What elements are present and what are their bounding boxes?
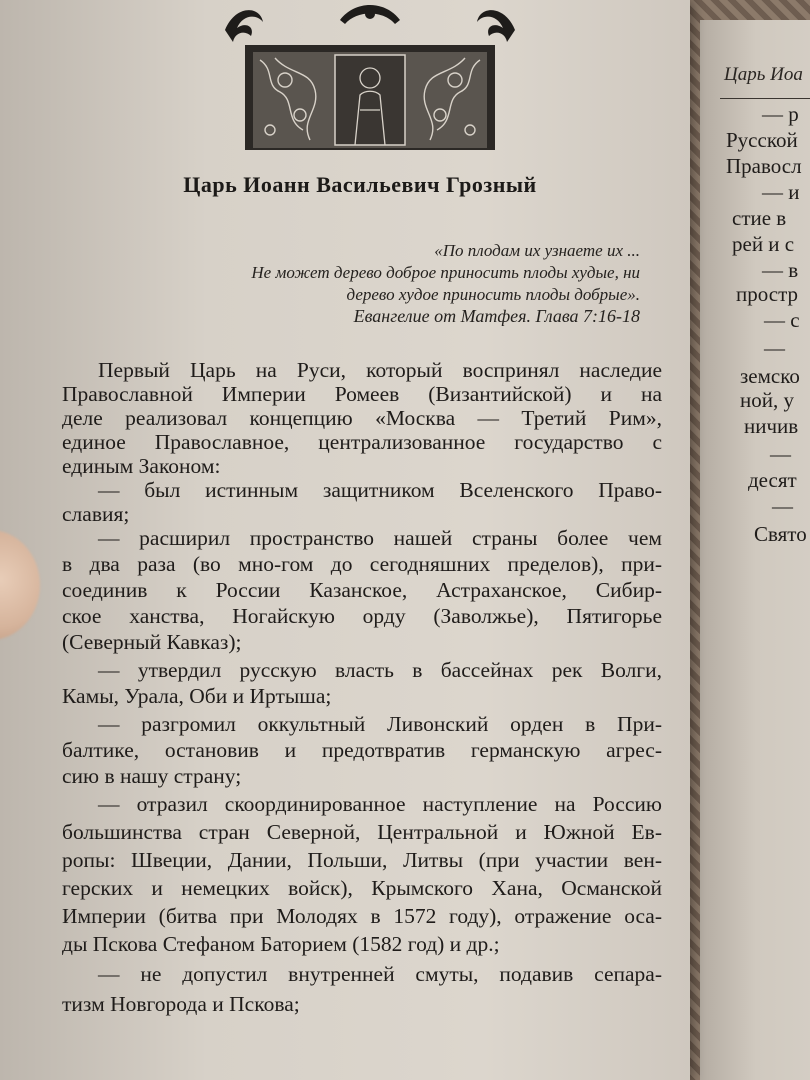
- body-line: герских и немецких войск), Крымского Хана, Османской: [62, 876, 662, 900]
- body-line: ды Пскова Стефаном Баторием (1582 год) и др.;: [62, 932, 500, 956]
- body-line: деле реализовал концепцию «Москва — Третий Рим»,: [62, 406, 662, 430]
- body-line: балтике, остановив и предотвратив германскую агрес-: [62, 738, 662, 762]
- body-line: тизм Новгорода и Пскова;: [62, 992, 300, 1016]
- facing-line: — р: [762, 102, 799, 126]
- facing-page: [700, 20, 810, 1080]
- body-line: славия;: [62, 502, 130, 526]
- epigraph-line: Не может дерево доброе приносить плоды худые, ни: [251, 263, 640, 282]
- body-line: — был истинным защитником Вселенского Право-: [98, 478, 662, 502]
- facing-line: стие в: [732, 206, 787, 230]
- facing-line: ничив: [744, 414, 799, 438]
- facing-line: —: [772, 494, 793, 518]
- body-line: — утвердил русскую власть в бассейнах рек Волги,: [98, 658, 662, 682]
- chapter-title: Царь Иоанн Васильевич Грозный: [183, 172, 537, 197]
- running-head-rule: [720, 98, 810, 99]
- body-line: Империи (битва при Молодях в 1572 году), отражение оса-: [62, 904, 662, 928]
- epigraph-line: «По плодам их узнаете их ...: [434, 241, 640, 260]
- facing-line: Свято: [754, 522, 807, 546]
- body-line: — разгромил оккультный Ливонский орден в При-: [98, 712, 662, 736]
- body-line: — отразил скоординированное наступление на Россию: [98, 792, 662, 816]
- facing-line: Правосл: [726, 154, 802, 178]
- body-line: (Северный Кавказ);: [62, 630, 242, 654]
- facing-line: простр: [736, 282, 799, 306]
- body-line: большинства стран Северной, Центральной и Южной Ев-: [62, 820, 662, 844]
- body-line: единое Православное, централизованное государство с: [62, 430, 662, 454]
- body-line: ропы: Швеции, Дании, Польши, Литвы (при участии вен-: [62, 848, 662, 872]
- body-line: — расширил пространство нашей страны более чем: [98, 526, 662, 550]
- body-line: единым Законом:: [62, 454, 221, 478]
- facing-line: —: [764, 336, 785, 360]
- body-line: в два раза (во мно-гом до сегодняшних пределов), при-: [62, 552, 662, 576]
- body-line: сию в нашу страну;: [62, 764, 242, 788]
- facing-line: — и: [762, 180, 800, 204]
- body-line: Первый Царь на Руси, который воспринял наследие: [98, 358, 662, 382]
- facing-line: — в: [762, 258, 799, 282]
- facing-line: —: [770, 442, 791, 466]
- running-head: Царь Иоа: [724, 64, 803, 85]
- body-line: Православной Империи Ромеев (Византийской) и на: [62, 382, 662, 406]
- body-line: ское ханства, Ногайскую орду (Заволжье), Пятигорье: [62, 604, 662, 628]
- body-line: — не допустил внутренней смуты, подавив сепара-: [98, 962, 662, 986]
- headpiece-ornament: [215, 0, 525, 150]
- body-line: Камы, Урала, Оби и Иртыша;: [62, 684, 332, 708]
- epigraph-source: Евангелие от Матфея. Глава 7:16-18: [353, 306, 640, 326]
- facing-line: Русской: [726, 128, 798, 152]
- facing-line: земско: [740, 364, 800, 388]
- facing-line: ной, у: [740, 388, 794, 412]
- facing-line: десят: [748, 468, 797, 492]
- epigraph-line: дерево худое приносить плоды добрые».: [346, 285, 640, 304]
- facing-line: — с: [764, 308, 800, 332]
- body-line: соединив к России Казанское, Астраханское, Сибир-: [62, 578, 662, 602]
- facing-line: рей и с: [732, 232, 795, 256]
- thumb: [0, 530, 40, 640]
